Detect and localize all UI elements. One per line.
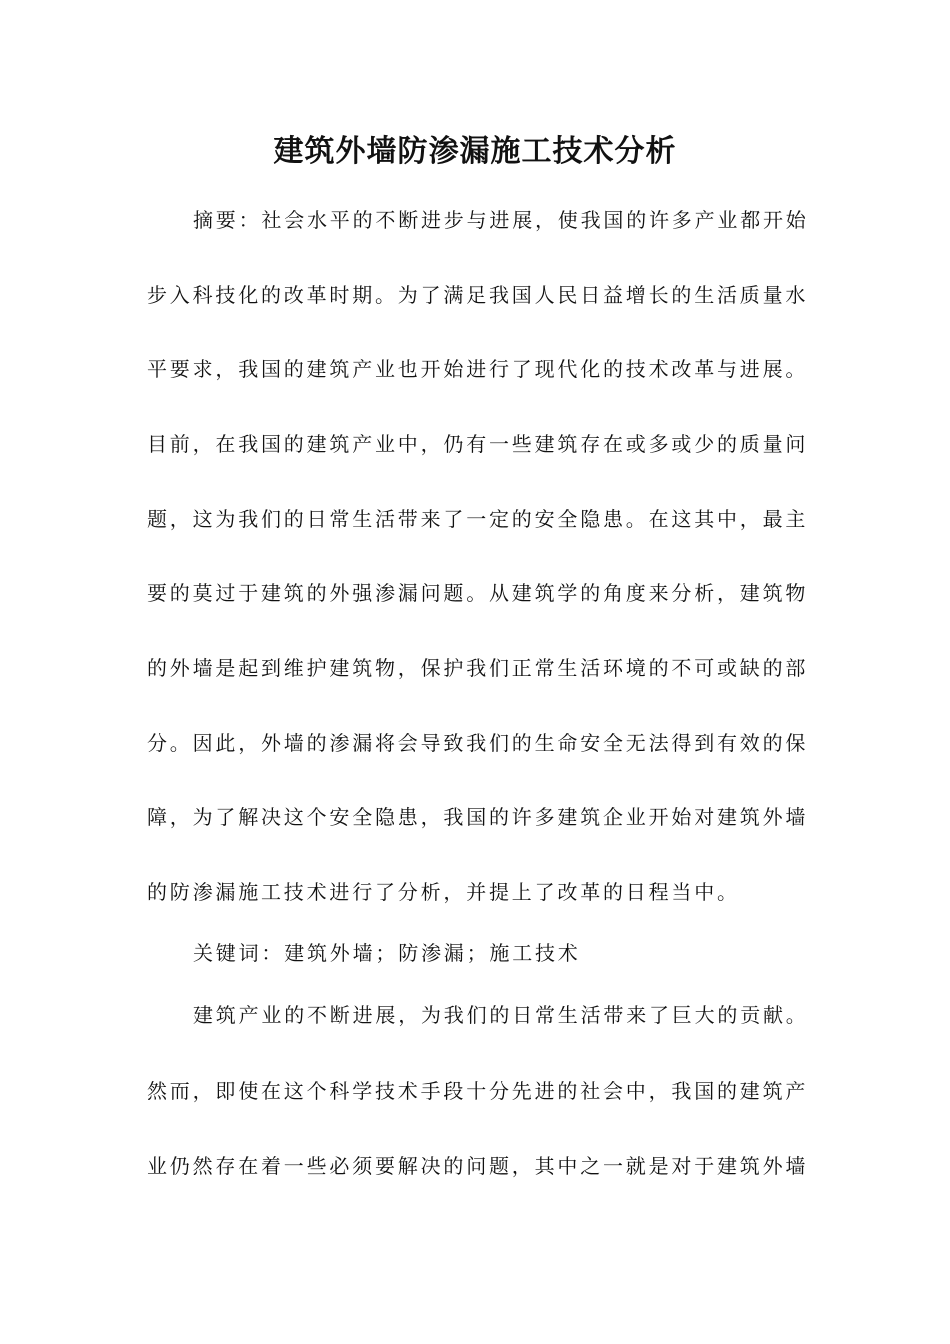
body-line: 建筑产业的不断进展，为我们的日常生活带来了巨大的贡献。 <box>193 1003 809 1027</box>
abstract-line: 障，为了解决这个安全隐患，我国的许多建筑企业开始对建筑外墙 <box>147 805 809 829</box>
abstract-line: 要的莫过于建筑的外强渗漏问题。从建筑学的角度来分析，建筑物 <box>147 581 809 605</box>
abstract-line: 分。因此，外墙的渗漏将会导致我们的生命安全无法得到有效的保 <box>147 731 809 755</box>
abstract-line: 题，这为我们的日常生活带来了一定的安全隐患。在这其中，最主 <box>147 507 809 531</box>
body-line: 然而，即使在这个科学技术手段十分先进的社会中，我国的建筑产 <box>147 1079 809 1103</box>
body-line: 业仍然存在着一些必须要解决的问题，其中之一就是对于建筑外墙 <box>147 1154 809 1178</box>
abstract-line: 摘要：社会水平的不断进步与进展，使我国的许多产业都开始 <box>193 208 809 232</box>
abstract-line: 目前，在我国的建筑产业中，仍有一些建筑存在或多或少的质量问 <box>147 432 809 456</box>
abstract-line: 平要求，我国的建筑产业也开始进行了现代化的技术改革与进展。 <box>147 357 809 381</box>
abstract-line: 的防渗漏施工技术进行了分析，并提上了改革的日程当中。 <box>147 880 740 904</box>
document-title: 建筑外墙防渗漏施工技术分析 <box>273 134 677 169</box>
keywords-line: 关键词：建筑外墙；防渗漏；施工技术 <box>193 941 581 965</box>
abstract-line: 步入科技化的改革时期。为了满足我国人民日益增长的生活质量水 <box>147 283 809 307</box>
abstract-line: 的外墙是起到维护建筑物，保护我们正常生活环境的不可或缺的部 <box>147 656 809 680</box>
